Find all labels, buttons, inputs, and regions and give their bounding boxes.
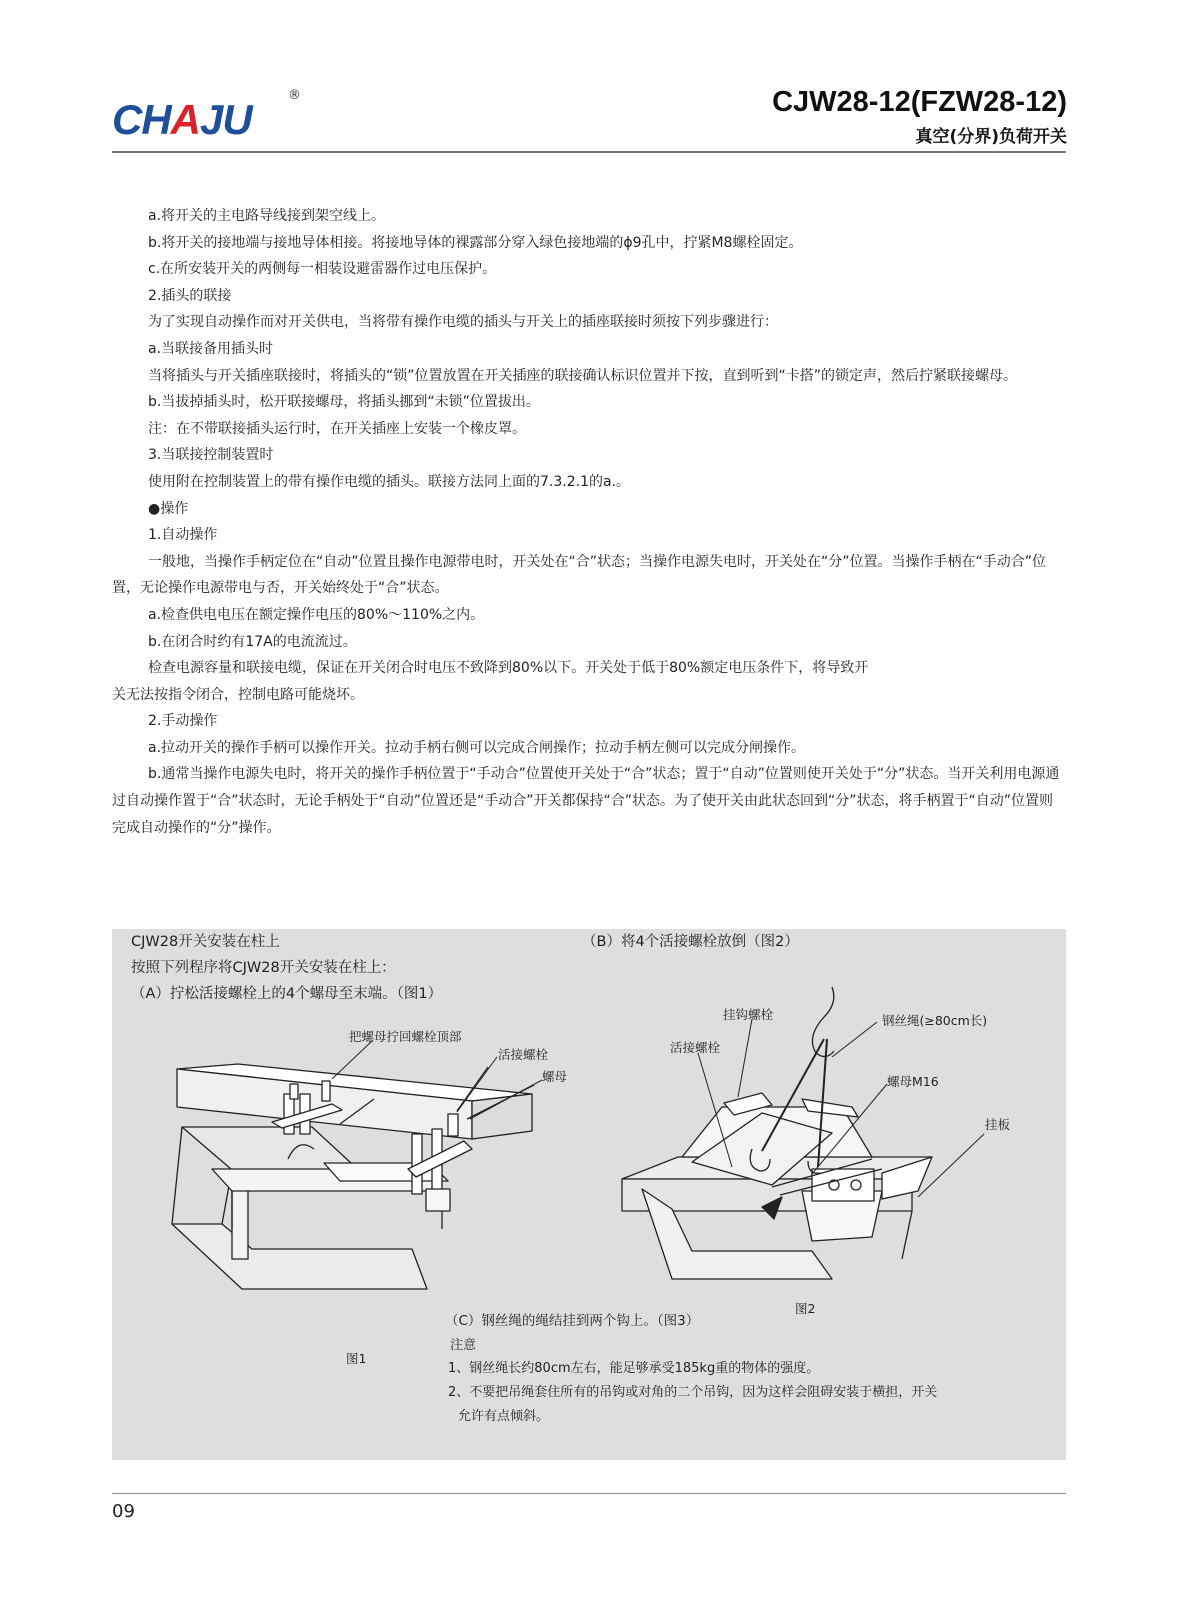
figure-2-drawing: [622, 987, 932, 1279]
paragraph: 使用附在控制装置上的带有操作电缆的插头。联接方法同上面的7.3.2.1的a.。: [148, 473, 631, 490]
registered-mark: ®: [288, 88, 301, 103]
step-c: （C）钢丝绳的绳结挂到两个钩上。（图3）: [445, 1313, 700, 1329]
section-heading: 2.手动操作: [148, 713, 218, 730]
fig2-label-nut: 螺母M16: [887, 1074, 939, 1089]
paragraph: 一般地，当操作手柄定位在“自动”位置且操作电源带电时，开关处在“合”状态；当操作电源失电时，开关处在“分”位置。当操作手柄在“手动合”位置，无论操作电源带电与否，开关始终处于“合”状态。: [112, 553, 1047, 597]
paragraph: b.当拔掉插头时，松开联接螺母，将插头挪到“未锁”位置拔出。: [148, 394, 540, 411]
paragraph: b.在闭合时约有17A的电流流过。: [148, 633, 357, 650]
fig2-label-wire: 钢丝绳(≥80cm长): [882, 1013, 988, 1028]
paragraph: a.将开关的主电路导线接到架空线上。: [148, 208, 386, 224]
fig1-label-bolt: 活接螺栓: [498, 1047, 549, 1062]
paragraph: 当将插头与开关插座联接时，将插头的“锁”位置放置在开关插座的联接确认标识位置并下按，直到听到“卡搭”的锁定声，然后拧紧联接螺母。: [148, 367, 1018, 384]
header-divider: [112, 151, 1066, 153]
page-number: 09: [112, 1501, 135, 1522]
product-model: CJW28-12(FZW28-12): [772, 86, 1067, 118]
brand-logo: [112, 84, 312, 154]
note-2-cont: 允许有点倾斜。: [458, 1409, 550, 1424]
fig1-label-top: 把螺母拧回螺栓顶部: [349, 1029, 462, 1044]
section-heading: 1.自动操作: [148, 527, 218, 544]
note-2: 2、不要把吊绳套住所有的吊钩或对角的二个吊钩，因为这样会阻碍安装于横担，开关: [448, 1385, 938, 1400]
body-text: [112, 203, 1066, 841]
note-1: 1、钢丝绳长约80cm左右，能足够承受185kg重的物体的强度。: [448, 1361, 820, 1376]
fig2-label-hook: 挂钩螺栓: [723, 1007, 774, 1022]
installation-panel: [112, 929, 1066, 1460]
logo-a-mark: A: [170, 96, 201, 143]
fig1-label-nut: 螺母: [542, 1069, 568, 1084]
paragraph: c.在所安装开关的两侧每一相装设避雷器作过电压保护。: [148, 261, 497, 278]
fig2-caption: 图2: [795, 1301, 816, 1316]
paragraph: 为了实现自动操作而对开关供电，当将带有操作电缆的插头与开关上的插座联接时须按下列步骤进行：: [148, 314, 778, 331]
product-subtitle: 真空(分界)负荷开关: [915, 127, 1067, 147]
paragraph: a.当联接备用插头时: [148, 340, 274, 357]
section-heading: 2.插头的联接: [148, 287, 232, 304]
logo-wordmark: CHAJU: [112, 96, 252, 143]
fig1-caption: 图1: [346, 1351, 367, 1366]
note-paragraph: 注：在不带联接插头运行时，在开关插座上安装一个橡皮罩。: [148, 420, 526, 437]
paragraph: a.拉动开关的操作手柄可以操作开关。拉动手柄右侧可以完成合闸操作；拉动手柄左侧可以完成分闸操作。: [148, 739, 806, 756]
note-title: 注意: [450, 1338, 477, 1353]
paragraph: b.通常当操作电源失电时，将开关的操作手柄位置于“手动合”位置使开关处于“合”状态；置于“自动”位置则使开关处于“分”状态。当开关利用电源通过自动操作置于“合”状态时，无论手柄处于“自动”位置还是“手动合”开关都保持“合”状态。为了使开关由此状态回到“分”状态，将手柄置于“自动”位置则完成自动操作的“分”操作。: [112, 766, 1060, 836]
paragraph: 检查电源容量和联接电缆，保证在开关闭合时电压不致降到80%以下。开关处于低于80%额定电压条件下，将导致开: [148, 660, 869, 677]
fig2-label-plate: 挂板: [985, 1117, 1011, 1132]
step-a: （A）拧松活接螺栓上的4个螺母至末端。（图1）: [131, 986, 443, 1002]
footer-divider: [112, 1493, 1066, 1494]
figure-1-drawing: [172, 1064, 534, 1289]
section-heading: 3.当联接控制装置时: [148, 447, 274, 464]
section-heading: ●操作: [148, 500, 189, 517]
panel-intro: 按照下列程序将CJW28开关安装在柱上：: [131, 960, 396, 976]
panel-title: CJW28开关安装在柱上: [131, 934, 280, 950]
paragraph: b.将开关的接地端与接地导体相接。将接地导体的裸露部分穿入绿色接地端的ϕ9孔中，拧紧M8螺栓固定。: [148, 234, 803, 251]
fig2-label-bolt: 活接螺栓: [670, 1040, 721, 1055]
paragraph: 关无法按指令闭合，控制电路可能烧坏。: [112, 686, 364, 703]
step-b: （B）将4个活接螺栓放倒（图2）: [582, 934, 799, 950]
paragraph: a.检查供电电压在额定操作电压的80%～110%之内。: [148, 606, 485, 623]
